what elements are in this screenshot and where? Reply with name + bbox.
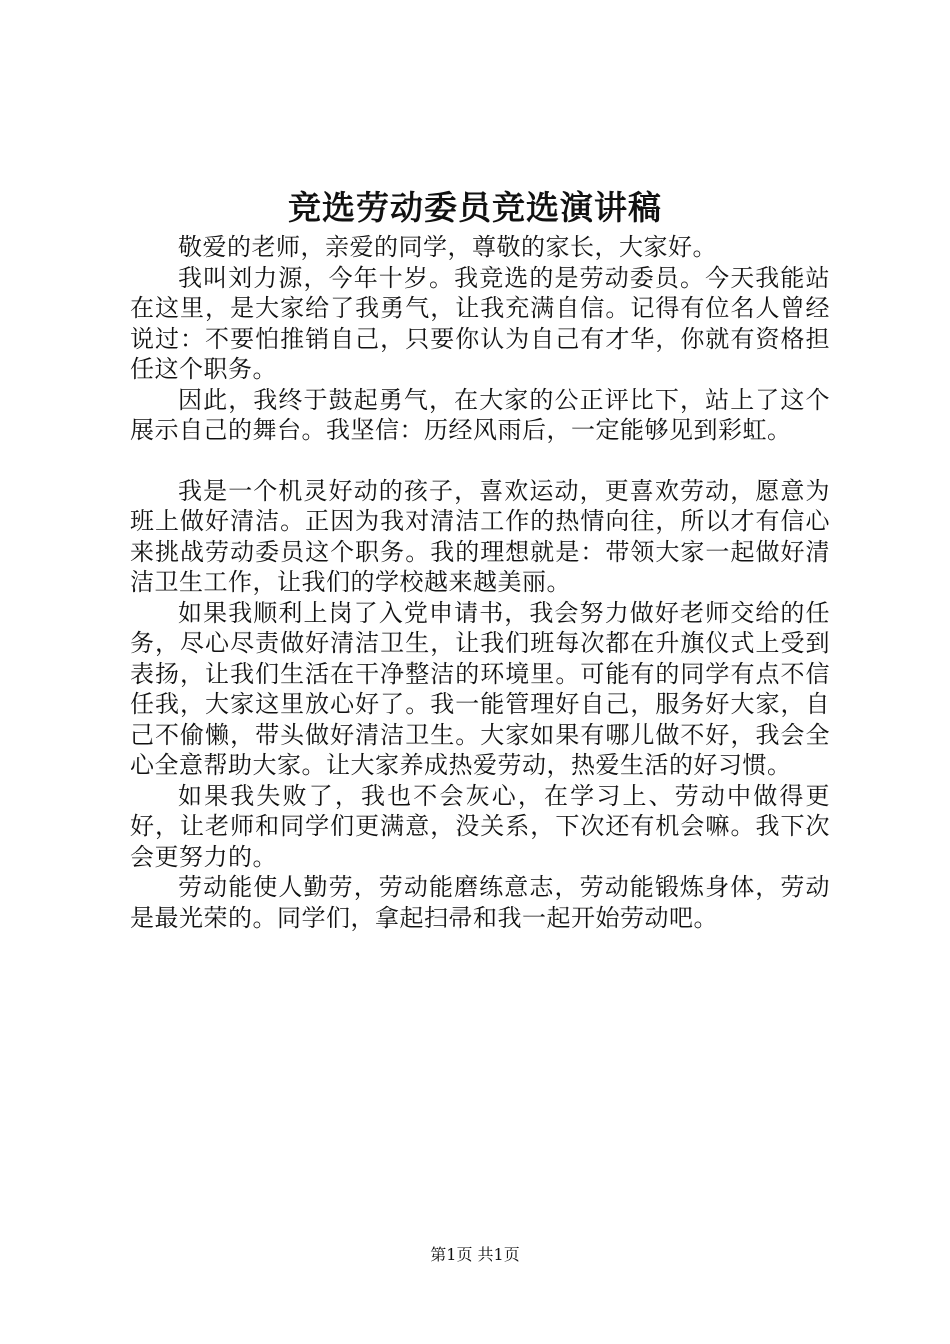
paragraph-introduction: 我叫刘力源，今年十岁。我竞选的是劳动委员。今天我能站在这里，是大家给了我勇气，让我充满自信。记得有位名人曾经说过：不要怕推销自己，只要你认为自己有才华，你就有资格担任这个职务。 xyxy=(130,263,830,383)
document-title: 竞选劳动委员竞选演讲稿 xyxy=(288,188,662,227)
page-number-footer: 第1页 共1页 xyxy=(430,1245,520,1264)
paragraph-promise: 如果我顺利上岗了入党申请书，我会努力做好老师交给的任务，尽心尽责做好清洁卫生，让我们班每次都在升旗仪式上受到表扬，让我们生活在干净整洁的环境里。可能有的同学有点不信任我，大家这里放心好了。我一能管理好自己，服务好大家，自己不偷懒，带头做好清洁卫生。大家如果有哪儿做不好，我会全心全意帮助大家。让大家养成热爱劳动，热爱生活的好习惯。 xyxy=(130,598,830,779)
document-body xyxy=(130,232,830,933)
paragraph-closing: 劳动能使人勤劳，劳动能磨练意志，劳动能锻炼身体，劳动是最光荣的。同学们，拿起扫帚和我一起开始劳动吧。 xyxy=(130,873,830,932)
paragraph-greeting: 敬爱的老师，亲爱的同学，尊敬的家长，大家好。 xyxy=(178,233,717,261)
paragraph-courage: 因此，我终于鼓起勇气，在大家的公正评比下，站上了这个展示自己的舞台。我坚信：历经风雨后，一定能够见到彩虹。 xyxy=(130,385,830,444)
paragraph-if-fail: 如果我失败了，我也不会灰心，在学习上、劳动中做得更好，让老师和同学们更满意，没关系，下次还有机会嘛。我下次会更努力的。 xyxy=(130,781,830,871)
paragraph-self-description: 我是一个机灵好动的孩子，喜欢运动，更喜欢劳动，愿意为班上做好清洁。正因为我对清洁工作的热情向往，所以才有信心来挑战劳动委员这个职务。我的理想就是：带领大家一起做好清洁卫生工作，让我们的学校越来越美丽。 xyxy=(130,476,830,596)
